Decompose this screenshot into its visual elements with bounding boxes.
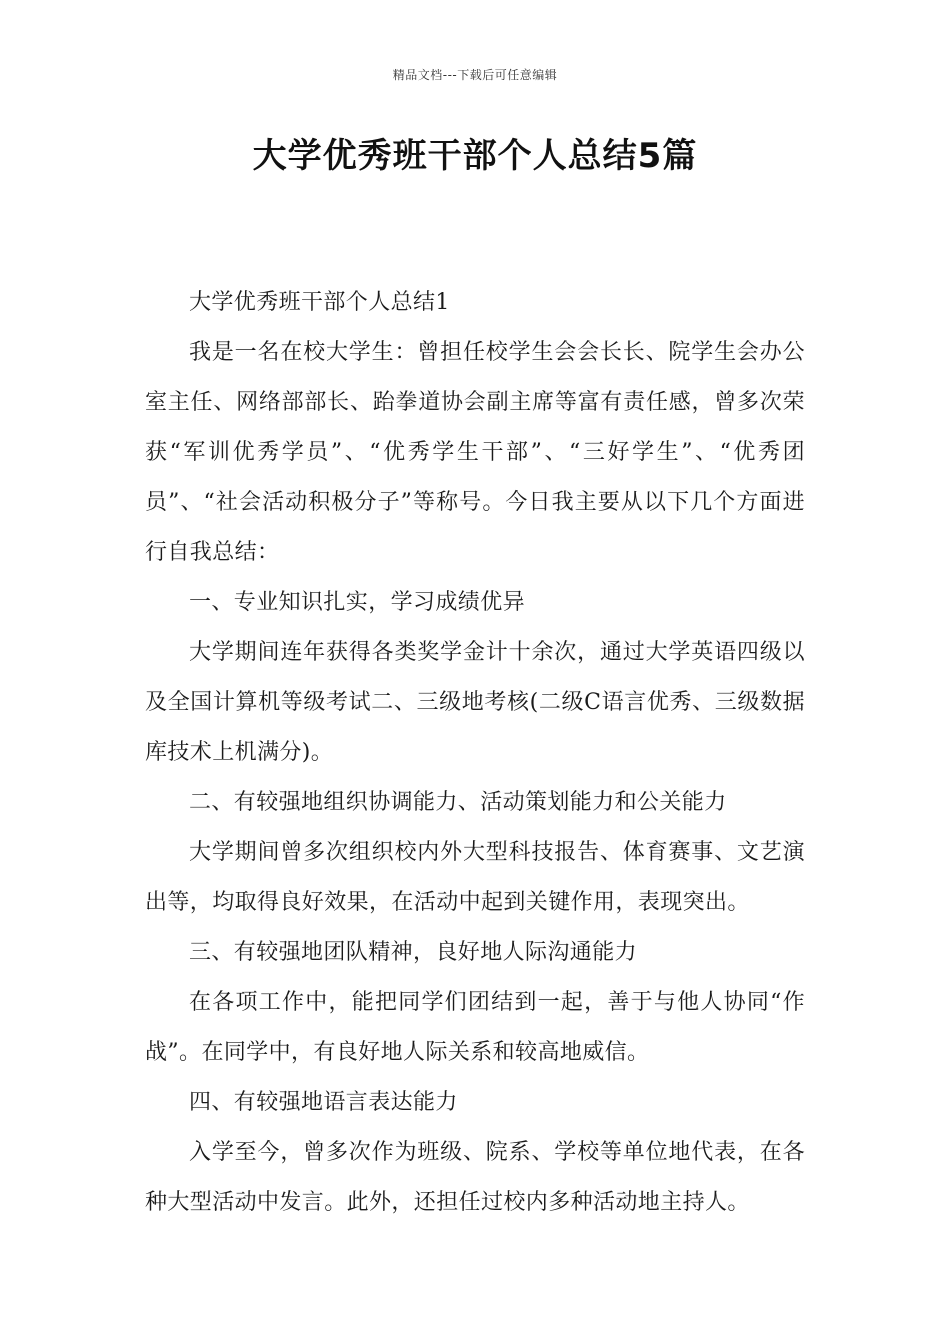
body-paragraph: 在各项工作中，能把同学们团结到一起，善于与他人协同“作战”。在同学中，有良好地人际关系和较高地威信。 xyxy=(145,990,805,1065)
document-body xyxy=(145,278,805,1228)
body-paragraph: 大学期间曾多次组织校内外大型科技报告、体育赛事、文艺演出等，均取得良好效果，在活动中起到关键作用，表现突出。 xyxy=(145,840,805,915)
section-heading: 三、有较强地团队精神，良好地人际沟通能力 xyxy=(189,940,638,965)
section-heading: 二、有较强地组织协调能力、活动策划能力和公关能力 xyxy=(189,790,727,815)
body-paragraph: 入学至今，曾多次作为班级、院系、学校等单位地代表，在各种大型活动中发言。此外，还担任过校内多种活动地主持人。 xyxy=(145,1140,805,1215)
document-title: 大学优秀班干部个人总结5篇 xyxy=(252,136,698,176)
header-note: 精品文档---下载后可任意编辑 xyxy=(392,68,558,82)
body-paragraph: 我是一名在校大学生：曾担任校学生会会长长、院学生会办公室主任、网络部部长、跆拳道协会副主席等富有责任感，曾多次荣获“军训优秀学员”、“优秀学生干部”、“三好学生”、“优秀团员”、“社会活动积极分子”等称号。今日我主要从以下几个方面进行自我总结： xyxy=(145,340,805,565)
body-paragraph: 大学期间连年获得各类奖学金计十余次，通过大学英语四级以及全国计算机等级考试二、三级地考核(二级C语言优秀、三级数据库技术上机满分)。 xyxy=(145,640,805,765)
section-heading: 大学优秀班干部个人总结1 xyxy=(189,290,450,315)
section-heading: 四、有较强地语言表达能力 xyxy=(189,1090,458,1115)
section-heading: 一、专业知识扎实，学习成绩优异 xyxy=(189,590,526,615)
